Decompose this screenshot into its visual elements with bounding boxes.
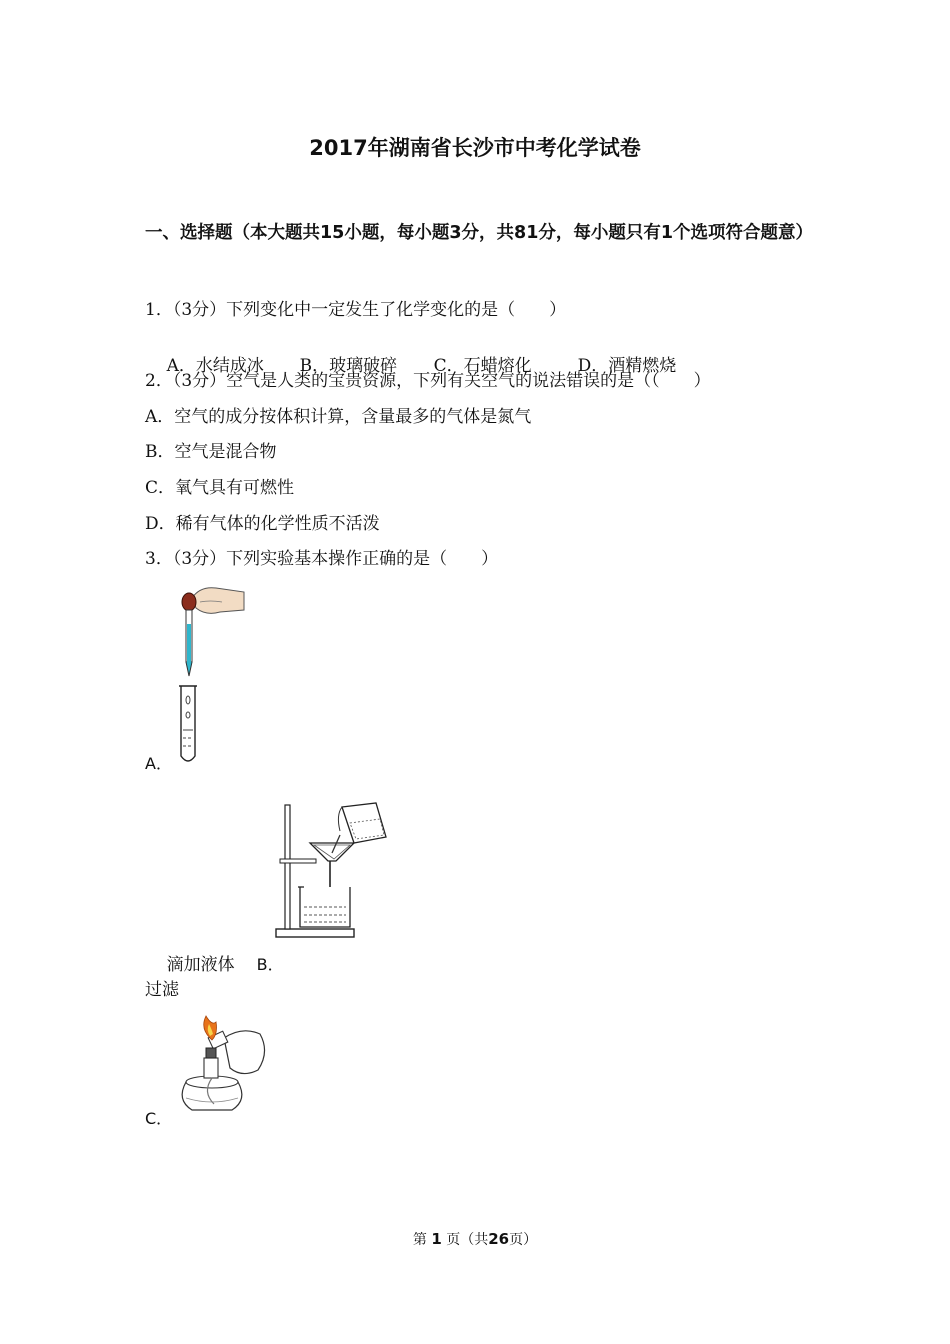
q2-option-c: C．氧气具有可燃性 [145,478,295,498]
footer-prefix: 第 [412,1232,427,1248]
alcohol-lamp-figure [172,1012,272,1122]
footer-total-pages: 26 [488,1230,510,1248]
q1-option-a: A．水结成冰 [166,356,264,376]
footer-mid: 页（共 [446,1232,489,1248]
q3-option-a-caption: 滴加液体 [166,955,235,975]
question-1-stem: 1．（3分）下列变化中一定发生了化学变化的是（ ） [145,300,567,320]
q3-option-a-label: A． [145,754,172,773]
page-title: 2017年湖南省长沙市中考化学试卷 [309,136,641,160]
q3-option-b-caption: 过滤 [145,980,179,1000]
filtration-figure [270,795,395,945]
question-3-stem: 3．（3分）下列实验基本操作正确的是（ ） [145,549,499,569]
q3-option-b-label: B． [256,955,284,974]
q1-option-b: B．玻璃破碎 [299,356,398,376]
footer-page-number: 1 [431,1230,442,1248]
q3-option-c-label: C． [145,1109,173,1128]
question-2-stem: 2．（3分）空气是人类的宝贵资源，下列有关空气的说法错误的是（（ ） [145,371,711,391]
q2-option-d: D．稀有气体的化学性质不活泼 [145,514,380,534]
footer-suffix: 页） [509,1232,538,1248]
page-footer [0,1229,950,1249]
q1-option-d: D．酒精燃烧 [577,356,677,376]
q2-option-a: A．空气的成分按体积计算，含量最多的气体是氮气 [145,407,532,427]
section-heading: 一、选择题（本大题共15小题，每小题3分，共81分，每小题只有1个选项符合题意） [145,223,814,243]
dropper-test-tube-figure [170,580,250,770]
q1-option-c: C．石蜡熔化 [433,356,532,376]
q2-option-b: B．空气是混合物 [145,442,277,462]
